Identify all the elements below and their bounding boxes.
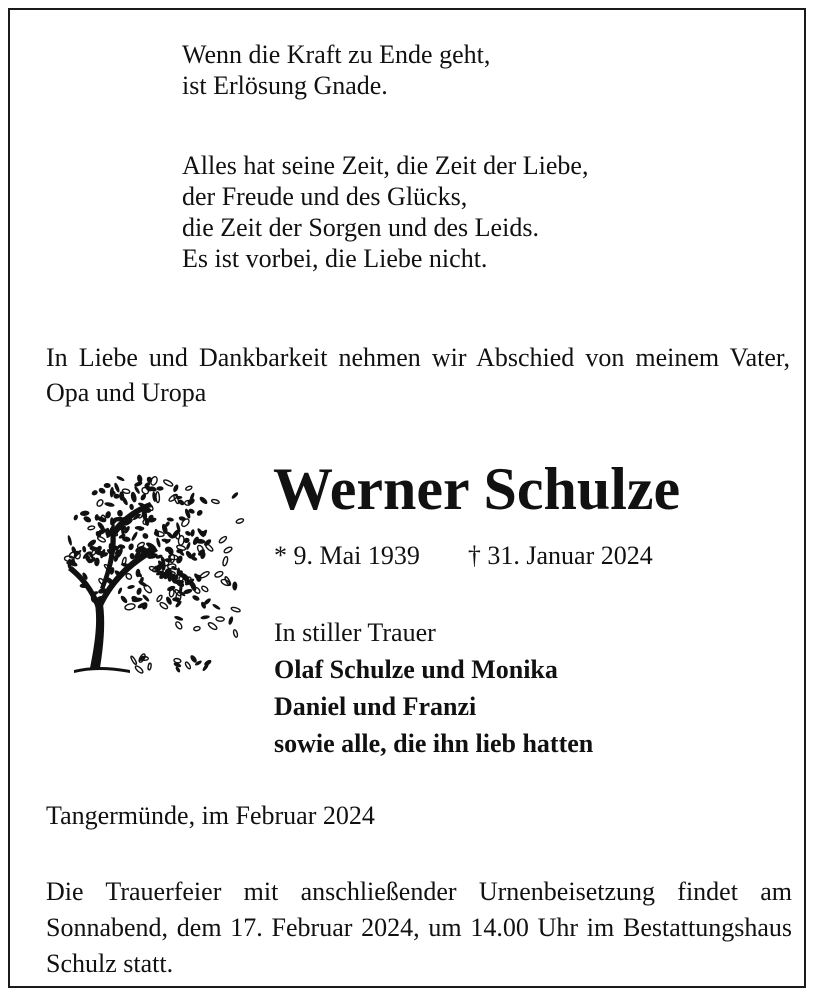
- leaf-mark: [128, 543, 135, 551]
- leaf-mark: [104, 501, 115, 507]
- leaf-mark: [212, 603, 221, 611]
- poem-line: ist Erlösung Gnade.: [182, 71, 388, 100]
- obituary-frame: [8, 8, 806, 988]
- leaf-mark: [148, 663, 152, 670]
- leaf-mark: [205, 543, 214, 552]
- leaf-mark: [91, 489, 99, 496]
- leaf-mark: [190, 529, 195, 537]
- leaf-mark: [155, 537, 161, 548]
- poem-stanza-2: [182, 150, 588, 274]
- poem-stanza-1: [182, 39, 490, 101]
- leaf-mark: [218, 536, 227, 544]
- leaf-mark: [233, 629, 238, 637]
- leaf-mark: [222, 556, 228, 566]
- leaf-mark: [201, 585, 209, 592]
- leaf-mark: [173, 494, 180, 504]
- mourner-name: sowie alle, die ihn lieb hatten: [274, 729, 594, 758]
- leaf-mark: [88, 526, 95, 531]
- leaf-mark: [150, 476, 159, 486]
- leaf-mark: [97, 536, 106, 543]
- leaf-mark: [136, 587, 143, 596]
- leaf-mark: [211, 499, 219, 504]
- leaf-mark: [141, 532, 149, 540]
- leaf-mark: [82, 546, 87, 553]
- leaf-mark: [96, 499, 104, 508]
- leaf-mark: [127, 584, 135, 589]
- leaf-mark: [231, 491, 240, 499]
- leaf-mark: [130, 531, 138, 542]
- leaf-mark: [130, 491, 138, 503]
- life-dates: [274, 540, 653, 572]
- leaf-mark: [199, 571, 209, 579]
- leaf-mark: [185, 485, 192, 491]
- farewell-text: In Liebe und Dankbarkeit nehmen wir Abschied von meinem Vater, Opa und Uropa: [46, 343, 790, 407]
- leaf-mark: [191, 594, 200, 602]
- leaf-mark: [231, 607, 241, 613]
- leaf-mark: [134, 665, 144, 674]
- poem-line: der Freude und des Glücks,: [182, 182, 468, 211]
- leaf-mark: [143, 584, 153, 594]
- leaf-mark: [117, 509, 124, 517]
- leaf-mark: [156, 486, 163, 491]
- deceased-name: Werner Schulze: [273, 456, 681, 522]
- leaf-mark: [214, 570, 224, 578]
- mourner-name: Olaf Schulze und Monika: [274, 655, 558, 684]
- mourning-heading: In stiller Trauer: [274, 618, 436, 647]
- mourner-name: Daniel und Franzi: [274, 692, 477, 721]
- leaf-mark: [156, 594, 163, 602]
- leaf-mark: [174, 658, 182, 663]
- death-date: † 31. Januar 2024: [467, 541, 653, 570]
- leaf-mark: [236, 518, 244, 524]
- leaf-mark: [196, 509, 204, 517]
- leaf-mark: [80, 510, 90, 516]
- funeral-service-notice: Die Trauerfeier mit anschließender Urnenbeisetzung findet am Sonnabend, dem 17. Februar 2024, um 14.00 Uhr im Bestattungshaus Schulz statt.: [46, 877, 792, 978]
- leaf-mark: [196, 544, 204, 554]
- leaf-mark: [68, 550, 78, 559]
- leaf-mark: [216, 617, 224, 622]
- leaf-mark: [207, 621, 218, 630]
- tree-icon: [50, 458, 250, 680]
- leaf-mark: [124, 603, 135, 611]
- mourners-block: [274, 614, 593, 762]
- leaf-mark: [200, 615, 210, 620]
- leaf-mark: [163, 479, 174, 487]
- leaf-mark: [136, 474, 143, 483]
- leaf-mark: [98, 487, 107, 495]
- leaf-mark: [174, 615, 184, 621]
- leaf-mark: [67, 535, 73, 546]
- leaf-mark: [193, 626, 200, 631]
- leaf-mark: [184, 661, 191, 669]
- leaf-mark: [223, 546, 233, 554]
- poem-line: die Zeit der Sorgen und des Leids.: [182, 213, 539, 242]
- poem-line: Es ist vorbei, die Liebe nicht.: [182, 244, 488, 273]
- leaf-mark: [175, 621, 183, 630]
- poem-line: Wenn die Kraft zu Ende geht,: [182, 40, 491, 69]
- leaf-mark: [130, 656, 137, 665]
- leaf-mark: [104, 483, 111, 488]
- leaf-mark: [82, 515, 92, 524]
- leaf-mark: [117, 587, 123, 595]
- leaf-mark: [178, 535, 185, 545]
- leaf-mark: [156, 492, 160, 503]
- birth-date: * 9. Mai 1939: [274, 541, 420, 570]
- leaf-mark: [198, 495, 208, 505]
- place-date: Tangermünde, im Februar 2024: [46, 801, 375, 830]
- leaf-mark: [228, 616, 235, 626]
- leaf-mark: [166, 517, 174, 522]
- leaf-mark: [193, 586, 201, 594]
- poem-line: Alles hat seine Zeit, die Zeit der Liebe,: [182, 151, 589, 180]
- leaf-mark: [159, 601, 169, 610]
- leaf-mark: [142, 594, 151, 603]
- leaf-mark: [232, 581, 237, 590]
- leaf-mark: [73, 514, 79, 521]
- leaf-mark: [119, 595, 128, 605]
- leaf-mark: [116, 475, 125, 482]
- leaf-mark: [129, 503, 134, 510]
